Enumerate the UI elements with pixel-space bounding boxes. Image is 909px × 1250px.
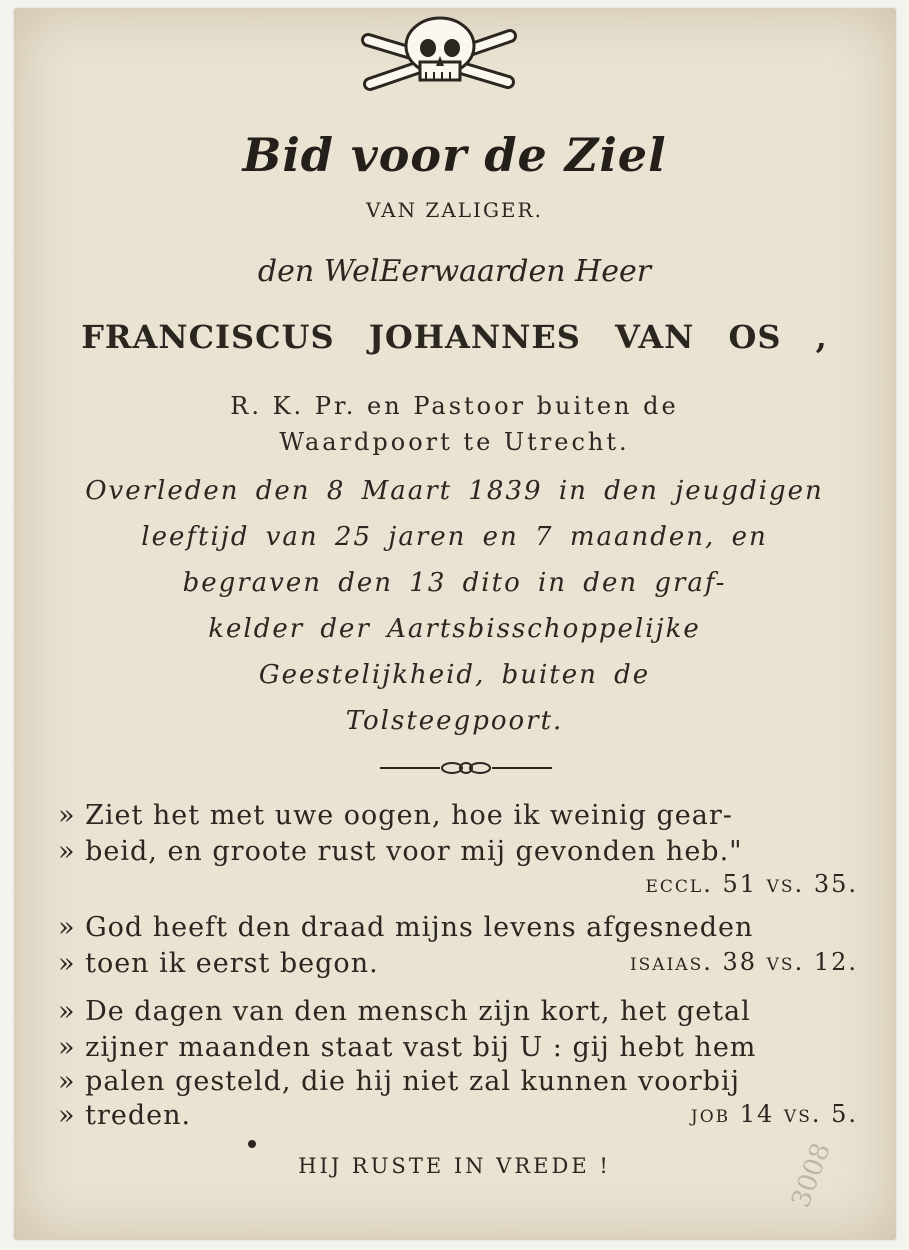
- deceased-name: FRANCISCUS JOHANNES VAN OS ,: [81, 318, 828, 356]
- skull-crossbones-icon: [358, 10, 522, 98]
- closing-line: HIJ RUSTE IN VREDE !: [298, 1154, 611, 1178]
- verse-line: » zijner maanden staat vast bij U : gij hebt hem: [58, 1032, 757, 1063]
- verse-reference: isaias. 38 vs. 12.: [629, 948, 858, 976]
- body-line: begraven den 13 dito in den graf-: [182, 568, 727, 598]
- ornament-divider: [380, 758, 552, 778]
- verse-reference: job 14 vs. 5.: [690, 1100, 858, 1128]
- verse-line: » beid, en groote rust voor mij gevonden heb.": [58, 836, 743, 867]
- verse-line: » toen ik eerst begon.: [58, 948, 379, 979]
- verse-line: » treden.: [58, 1100, 192, 1131]
- card-title: Bid voor de Ziel: [242, 128, 667, 182]
- body-line: leeftijd van 25 jaren en 7 maanden, en: [141, 522, 768, 552]
- body-line: kelder der Aartsbisschoppelijke: [208, 614, 701, 644]
- svg-text:3008: 3008: [786, 1139, 837, 1212]
- office-line-1: R. K. Pr. en Pastoor buiten de: [230, 392, 679, 420]
- office-line-2: Waardpoort te Utrecht.: [279, 428, 630, 456]
- body-line: Geestelijkheid, buiten de: [258, 660, 651, 690]
- card-subtitle: VAN ZALIGER.: [366, 198, 543, 222]
- body-line: Overleden den 8 Maart 1839 in den jeugdigen: [85, 476, 824, 506]
- honorific: den WelEerwaarden Heer: [257, 254, 652, 289]
- verse-line: » palen gesteld, die hij niet zal kunnen voorbij: [58, 1066, 740, 1097]
- verse-reference: eccl. 51 vs. 35.: [645, 870, 858, 898]
- verse-row: [58, 948, 858, 979]
- verse-line: » Ziet het met uwe oogen, hoe ik weinig gear-: [58, 800, 733, 831]
- ink-dot: [248, 1140, 256, 1148]
- body-line: Tolsteegpoort.: [345, 706, 564, 736]
- verse-line: » God heeft den draad mijns levens afgesneden: [58, 912, 754, 943]
- verse-line: » De dagen van den mensch zijn kort, het getal: [58, 996, 751, 1027]
- collection-stamp: [784, 1128, 854, 1218]
- verse-row: [58, 1100, 858, 1131]
